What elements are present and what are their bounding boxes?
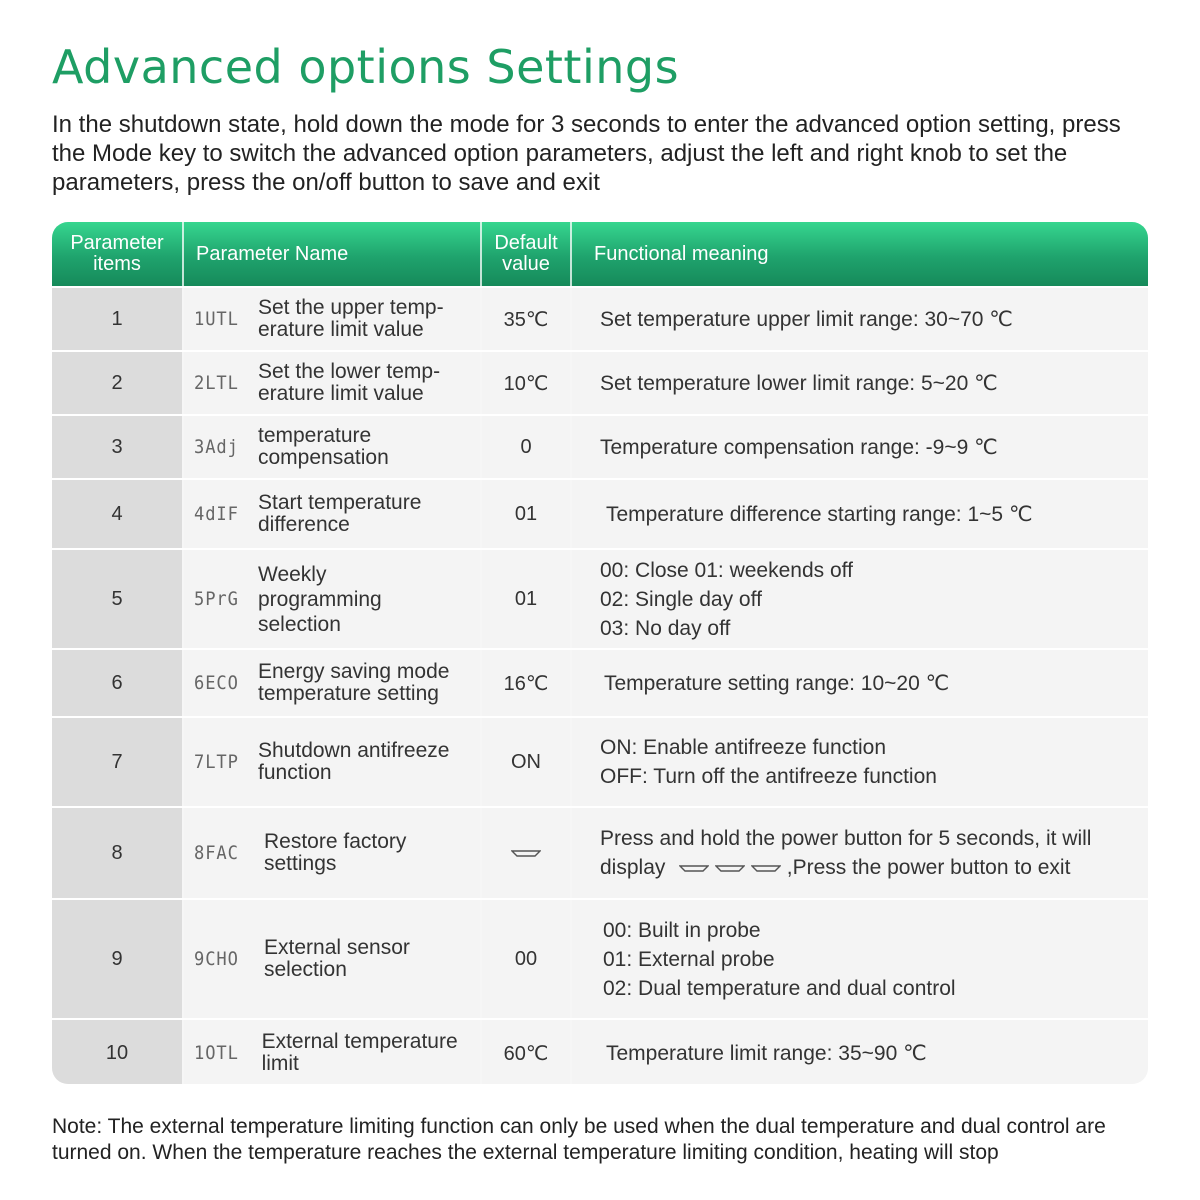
meaning-line: ON: Enable antifreeze function xyxy=(600,736,887,759)
row-number: 6 xyxy=(52,650,182,716)
table-row xyxy=(52,716,1148,806)
default-value xyxy=(482,808,570,898)
header-meaning: Functional meaning xyxy=(594,242,769,265)
parameter-name: Energy saving mode temperature setting xyxy=(258,660,450,705)
intro-text: In the shutdown state, hold down the mode for 3 seconds to enter the advanced option setting, press the Mode key to switch the advanced option parameters, adjust the left and right knob to set the parameters, press the on/off button to save and exit xyxy=(52,111,1121,196)
header-name: Parameter Name xyxy=(196,242,349,265)
meaning-line: Press and hold the power button for 5 seconds, it will xyxy=(600,827,1092,850)
table-row xyxy=(52,648,1148,716)
parameter-name: Set the lower temp-erature limit value xyxy=(258,360,441,405)
row-number: 7 xyxy=(52,718,182,806)
meaning-line: 02: Dual temperature and dual control xyxy=(603,976,956,1000)
parameter-name: Start temperature difference xyxy=(258,491,422,536)
dash-segment-icon xyxy=(679,863,709,873)
default-value: 10℃ xyxy=(482,352,570,414)
header-default: Default value xyxy=(494,232,558,275)
segment-code-icon: 7LTP xyxy=(194,751,239,773)
parameter-name: Weekly programming selection xyxy=(258,562,382,636)
parameter-name: External sensor selection xyxy=(264,936,410,981)
footer-note: Note: The external temperature limiting function can only be used when the dual temperature and dual control are turned on. When the temperature reaches the external temperature limiting condition, heating will stop xyxy=(52,1115,1106,1164)
meaning-line: 03: No day off xyxy=(600,616,731,640)
meaning-line: 02: Single day off xyxy=(600,587,762,611)
segment-code-icon: 3Adj xyxy=(194,436,239,458)
segment-code-icon: 9CHO xyxy=(194,948,239,970)
row-number: 8 xyxy=(52,808,182,898)
meaning-line: 00: Close 01: weekends off xyxy=(600,558,853,582)
row-number: 2 xyxy=(52,352,182,414)
meaning-line: 01: External probe xyxy=(603,947,775,971)
dash-segment-icon xyxy=(715,863,745,873)
row-number: 1 xyxy=(52,288,182,350)
segment-code-icon: 5PrG xyxy=(194,588,239,610)
row-number: 5 xyxy=(52,550,182,648)
meaning-line: Set temperature lower limit range: 5~20 ℃ xyxy=(600,371,998,395)
table-row xyxy=(52,414,1148,478)
meaning-line: Temperature compensation range: -9~9 ℃ xyxy=(600,435,998,459)
row-number: 10 xyxy=(52,1020,182,1084)
row-number: 9 xyxy=(52,900,182,1018)
table-row xyxy=(52,548,1148,648)
table-header xyxy=(52,222,1148,286)
parameter-name: External temperature limit xyxy=(261,1030,458,1075)
dash-segment-icon xyxy=(751,863,781,873)
row-number: 4 xyxy=(52,480,182,548)
segment-code-icon: 6ECO xyxy=(194,672,239,694)
segment-code-icon: 4dIF xyxy=(194,503,239,525)
table-row xyxy=(52,806,1148,898)
table-row xyxy=(52,1018,1148,1084)
default-value: 01 xyxy=(482,480,570,548)
default-value: 35℃ xyxy=(482,288,570,350)
default-value: 60℃ xyxy=(482,1020,570,1084)
default-value: 0 xyxy=(482,416,570,478)
meaning-line: Temperature setting range: 10~20 ℃ xyxy=(604,671,950,695)
default-value: 01 xyxy=(482,550,570,648)
segment-code-icon: 2LTL xyxy=(194,372,239,394)
default-value: 00 xyxy=(482,900,570,1018)
segment-code-icon: 8FAC xyxy=(194,842,239,864)
segment-code-icon: 1OTL xyxy=(194,1042,239,1064)
meaning-line: Set temperature upper limit range: 30~70 ℃ xyxy=(600,307,1013,331)
parameter-name: temperature compensation xyxy=(258,424,389,469)
page-title: Advanced options Settings xyxy=(52,40,680,94)
table-row xyxy=(52,350,1148,414)
dash-segment-icon xyxy=(511,848,541,858)
header-items: Parameter items xyxy=(70,232,164,275)
table-row xyxy=(52,478,1148,548)
meaning-line: OFF: Turn off the antifreeze function xyxy=(600,765,937,788)
parameter-name: Shutdown antifreeze function xyxy=(258,739,450,784)
meaning-line: display ,Press the power button to exit xyxy=(600,856,1071,879)
parameter-name: Set the upper temp-erature limit value xyxy=(258,296,444,341)
table-row xyxy=(52,898,1148,1018)
row-number: 3 xyxy=(52,416,182,478)
parameter-name: Restore factory settings xyxy=(264,830,407,875)
segment-code-icon: 1UTL xyxy=(194,308,239,330)
default-value: 16℃ xyxy=(482,650,570,716)
table-row xyxy=(52,286,1148,350)
meaning-line: Temperature difference starting range: 1~5 ℃ xyxy=(606,502,1033,526)
default-value: ON xyxy=(482,718,570,806)
meaning-line: Temperature limit range: 35~90 ℃ xyxy=(606,1041,927,1065)
meaning-line: 00: Built in probe xyxy=(603,918,761,942)
parameter-table xyxy=(52,222,1148,1084)
